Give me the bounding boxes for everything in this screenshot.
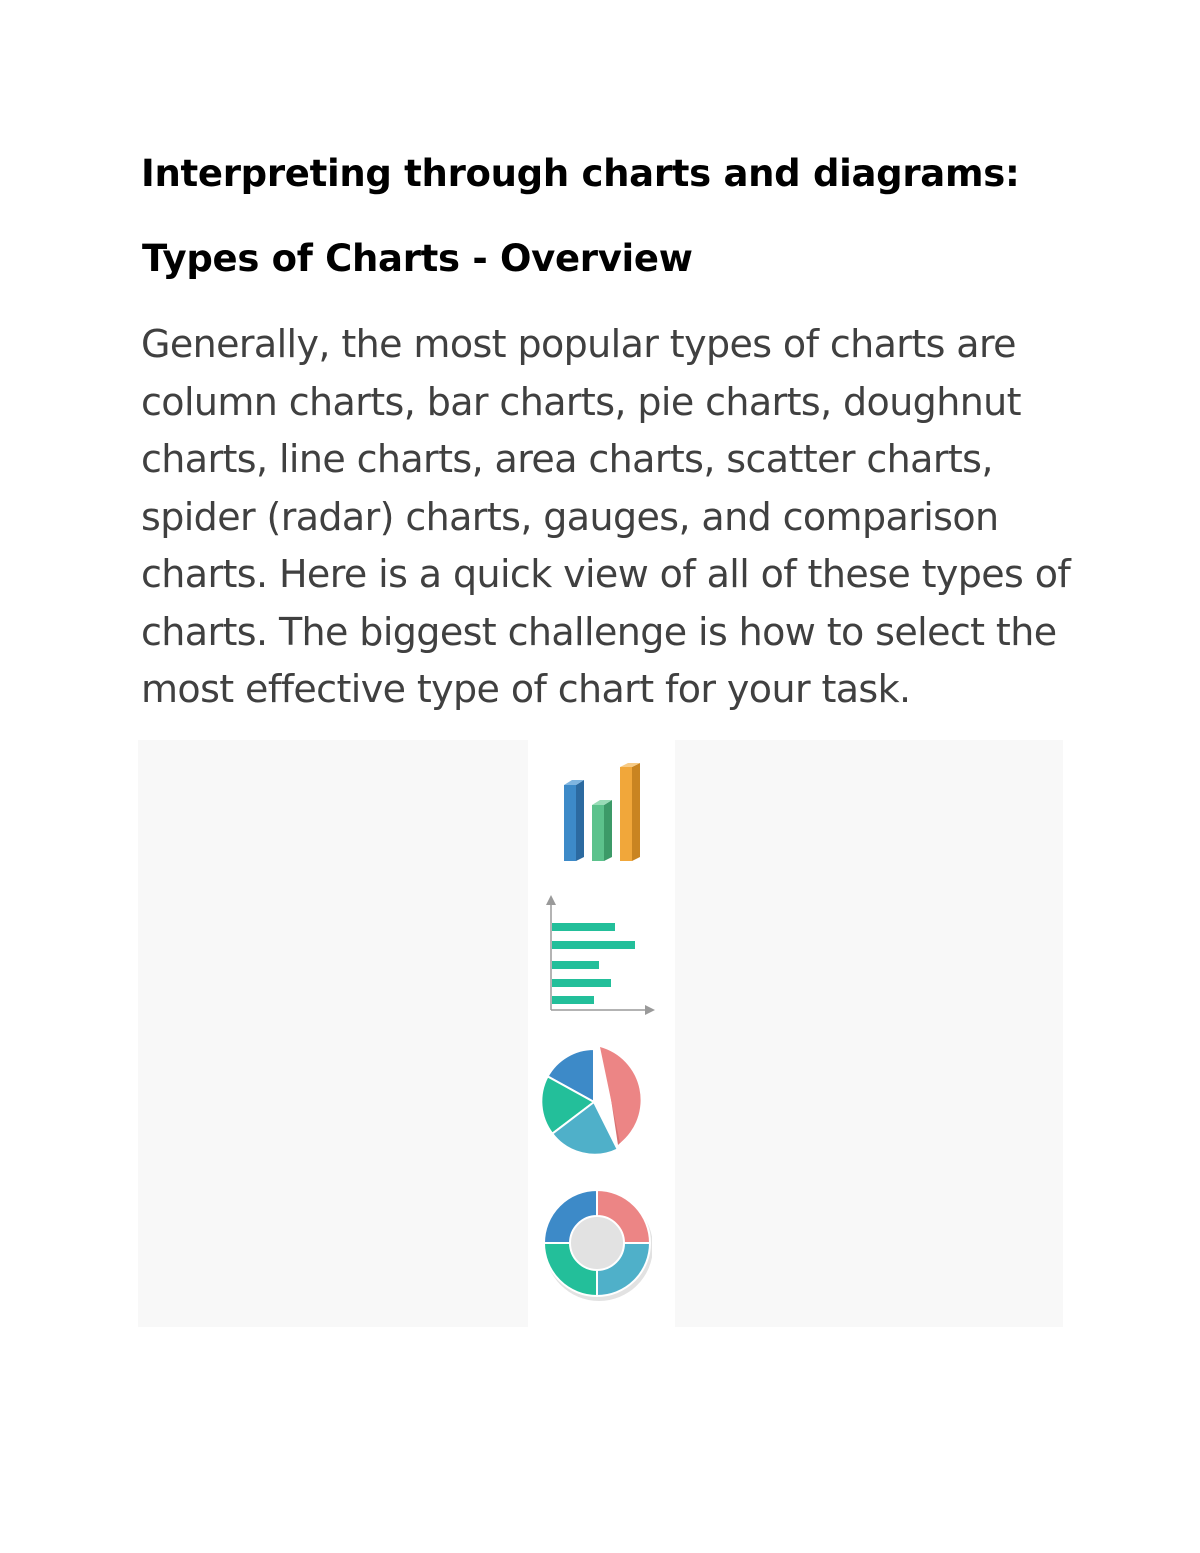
pie-chart-icon: [536, 1044, 658, 1162]
body-paragraph: Generally, the most popular types of charts are column charts, bar charts, pie charts, doughnut charts, line charts, area charts, scatter charts, spider (radar) charts, gauges, and comparison charts. Here is a quick view of all of these types of charts. The biggest challenge is how to select the most effective type of chart for your task.: [141, 322, 1071, 711]
bar-chart-icon: [543, 893, 658, 1018]
chart-icon-strip: [528, 740, 675, 1327]
doughnut-chart-icon: [542, 1187, 652, 1305]
section-heading: Types of Charts - Overview: [142, 237, 693, 280]
column-chart-icon: [560, 760, 642, 864]
page-heading: Interpreting through charts and diagrams:: [141, 152, 1020, 195]
